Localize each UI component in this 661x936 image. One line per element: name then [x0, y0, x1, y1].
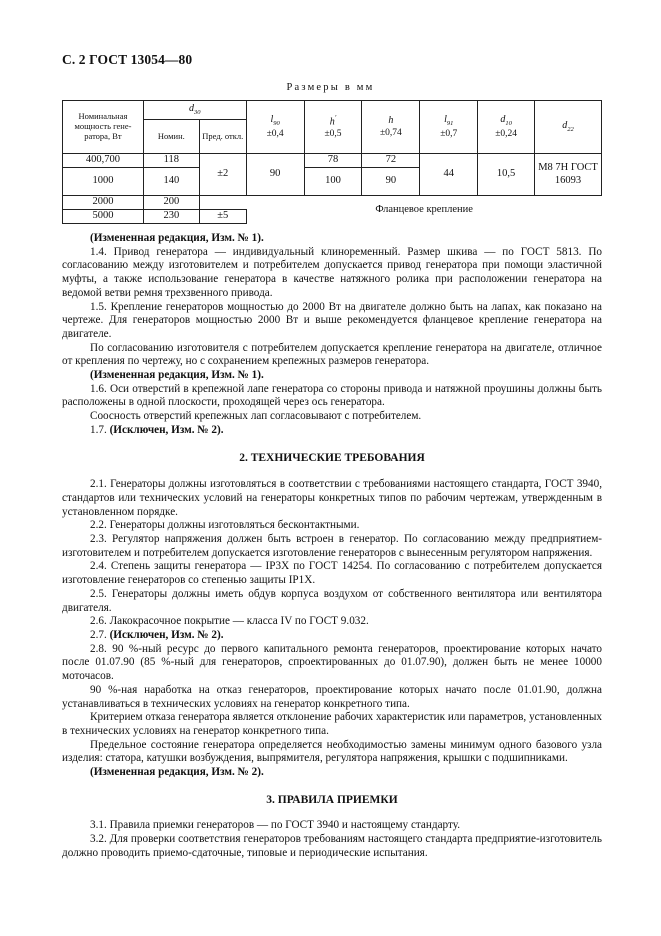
paragraph: 2.8. 90 %-ный ресурс до первого капитального ремонта генераторов, проектирование которых начато после 01.07.90 (85 %-ный для генераторов, спроектированных до 01.07.90), должен быть не менее 10000 моточасов. [62, 642, 602, 683]
cell-power: 2000 [63, 196, 144, 210]
paragraph: Критерием отказа генератора является отклонение рабочих характеристик или параметров, установленных в технических условиях на генератор конкретного типа. [62, 711, 602, 737]
paragraph: 2.2. Генераторы должны изготовляться бесконтактными. [90, 519, 360, 532]
cell-flange-note: Фланцевое крепление [375, 203, 473, 215]
paragraph: 90 %-ная наработка на отказ генераторов, проектирование которых начато после 01.01.90, должна устанавливаться в технических условиях на генератор конкретного типа. [62, 683, 602, 710]
cell-deviation-b: ±5 [199, 210, 246, 224]
cell-nominal: 118 [143, 154, 199, 168]
document-body [62, 232, 602, 861]
cell-h-b: 90 [362, 168, 420, 196]
cell-d10: 10,5 [478, 154, 535, 196]
amendment-note: (Измененная редакция, Изм. № 2). [90, 766, 264, 779]
paragraph: 2.5. Генераторы должны иметь обдув корпуса воздухом от собственного вентилятора или вентилятора двигателя. [62, 587, 602, 614]
cell-deviation-a: ±2 [199, 154, 246, 196]
cell-d22: M8 7H ГОСТ 16093 [535, 154, 602, 196]
header-l90: $l_{90}$ ±0,4 [246, 101, 304, 154]
paragraph: 2.3. Регулятор напряжения должен быть встроен в генератор. По согласованию между предприятием-изготовителем и потребителем допускается изготовление генераторов с вынесенным регулятором напряжения. [62, 533, 602, 559]
units-caption: Размеры в мм [286, 82, 375, 93]
amendment-note: (Измененная редакция, Изм. № 1). [90, 232, 264, 244]
paragraph: 1.4. Привод генератора — индивидуальный клиноременный. Размер шкива — по ГОСТ 5813. По согласованию между изготовителем и потребителем допускается привод генератора при помощи эластичной муфты, а также использование генератора в качестве натяжного ролика при расположении генератора на ведомой ветви ремня трехзвенного привода. [62, 245, 602, 299]
header-deviation: Пред. откл. [199, 120, 246, 154]
header-d10: $d_{10}$ ±0,24 [478, 101, 535, 154]
cell-power: 1000 [63, 168, 144, 196]
header-d30: $d_{30}$ [143, 101, 246, 120]
paragraph: 2.7. (Исключен, Изм. № 2). [90, 628, 224, 641]
paragraph: 2.1. Генераторы должны изготовляться в соответствии с требованиями настоящего стандарта, ГОСТ 3940, стандартов или технических условий на генераторы конкретных типов по рабочим чертежам, утвержденным в установленном порядке. [62, 478, 602, 518]
amendment-note: (Измененная редакция, Изм. № 1). [90, 369, 264, 382]
header-d22: $d_{22}$ [535, 101, 602, 154]
cell-power: 400,700 [63, 154, 144, 168]
cell-h-a: 72 [362, 154, 420, 168]
header-h-prime: h′ ±0,5 [304, 101, 362, 154]
cell-l90: 90 [246, 154, 304, 196]
header-h: h ±0,74 [362, 101, 420, 154]
section-heading-3: 3. ПРАВИЛА ПРИЕМКИ [266, 793, 398, 806]
cell-h-prime-b: 100 [304, 168, 362, 196]
header-power: Номинальная мощность гене-ратора, Вт [63, 101, 144, 154]
header-l91: $l_{91}$ ±0,7 [420, 101, 478, 154]
cell-nominal: 140 [143, 168, 199, 196]
dimensions-table [62, 100, 602, 224]
paragraph: Соосность отверстий крепежных лап согласовывают с потребителем. [90, 410, 422, 423]
paragraph: 3.2. Для проверки соответствия генераторов требованиям настоящего стандарта предприятие-изготовитель должно проводить приемо-сдаточные, типовые и периодические испытания. [62, 833, 602, 859]
paragraph: 1.6. Оси отверстий в крепежной лапе генератора со стороны привода и натяжной проушины должны быть расположены в одной плоскости, проходящей через ось генератора. [62, 382, 602, 409]
cell-h-prime-a: 78 [304, 154, 362, 168]
section-heading-2: 2. ТЕХНИЧЕСКИЕ ТРЕБОВАНИЯ [239, 451, 425, 464]
paragraph: Предельное состояние генератора определяется необходимостью замены минимум одного базового узла изделия: статора, катушки возбуждения, выпрямителя, регулятора напряжения, крышки с подшипниками. [62, 738, 602, 765]
cell-nominal: 200 [143, 196, 199, 210]
paragraph: 3.1. Правила приемки генераторов — по ГОСТ 3940 и настоящему стандарту. [90, 819, 461, 832]
paragraph: По согласованию изготовителя с потребителем допускается крепление генератора на двигателе, отличное от крепления по чертежу, но с сохранением крепежных размеров генератора. [62, 341, 602, 368]
header-nominal: Номин. [143, 120, 199, 154]
paragraph: 2.6. Лакокрасочное покрытие — класса IV по ГОСТ 9.032. [90, 615, 369, 628]
cell-l91: 44 [420, 154, 478, 196]
paragraph: 1.7. (Исключен, Изм. № 2). [90, 423, 224, 436]
paragraph: 1.5. Крепление генераторов мощностью до 2000 Вт на двигателе должно быть на лапах, как показано на чертеже. Для генераторов мощностью 2000 Вт и выше рекомендуется фланцевое крепление генератора на двигателе. [62, 300, 602, 340]
paragraph: 2.4. Степень защиты генератора — IP3X по ГОСТ 14254. По согласованию с потребителем допускается изготовление генераторов со степенью защиты IP1X. [62, 560, 602, 587]
cell-nominal: 230 [143, 210, 199, 224]
cell-power: 5000 [63, 210, 144, 224]
page-header: С. 2 ГОСТ 13054—80 [62, 52, 193, 67]
